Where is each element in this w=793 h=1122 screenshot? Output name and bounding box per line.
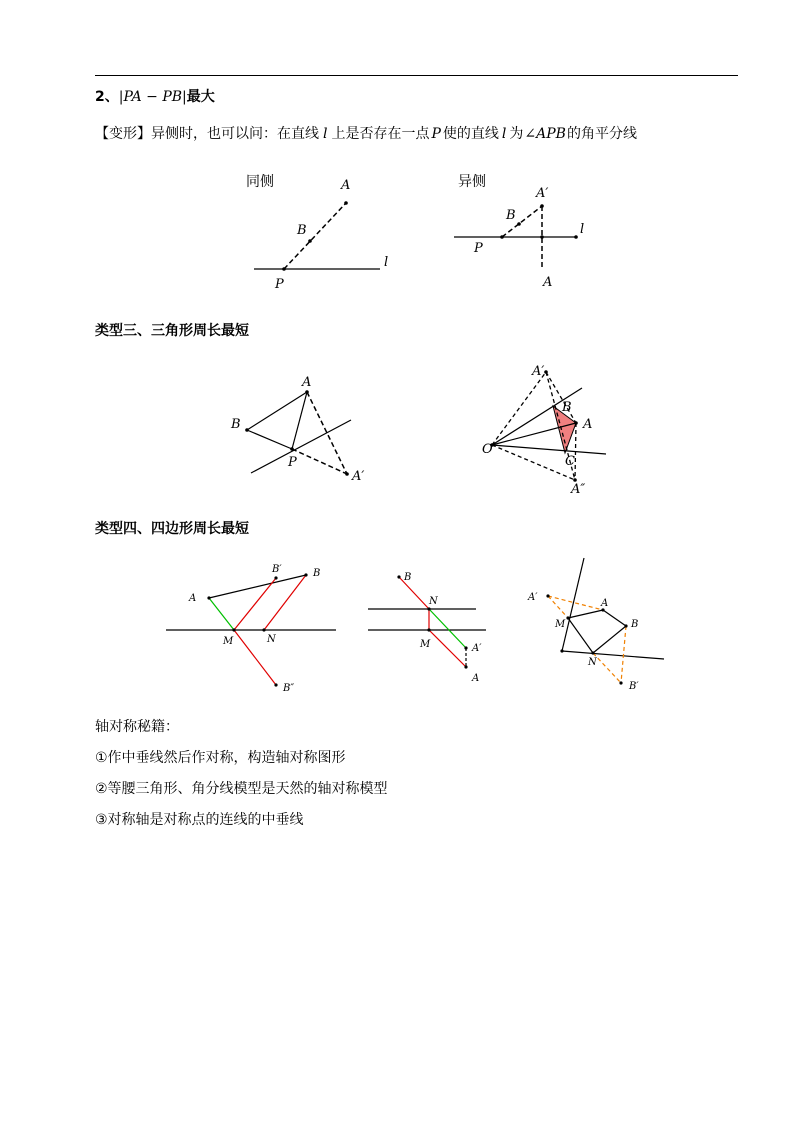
- point-n: [262, 628, 265, 631]
- point-b2: [274, 683, 277, 686]
- variant-text-5: 的角平分线: [566, 126, 637, 142]
- tips-item-2: ②等腰三角形、角分线模型是天然的轴对称模型: [95, 781, 388, 797]
- label-a-prime: A′: [352, 469, 365, 484]
- heading-2-number: 2、: [95, 89, 119, 105]
- point-b1: [274, 576, 277, 579]
- label-a: A: [583, 417, 593, 432]
- label-n: N: [588, 657, 597, 668]
- segment-am: [209, 598, 234, 630]
- variant-text-4: 为: [509, 126, 524, 142]
- label-b: B: [631, 619, 639, 630]
- tips-title: 轴对称秘籍：: [95, 719, 179, 735]
- point-a1: [345, 472, 349, 476]
- label-a-prime: A′: [528, 592, 538, 603]
- label-c: C: [565, 454, 575, 469]
- point-p: [290, 447, 294, 451]
- segment-a1m: [548, 596, 568, 618]
- label-p: P: [288, 455, 297, 470]
- point-a1: [540, 204, 544, 208]
- caption-opposite-side: 异侧: [458, 174, 486, 190]
- label-b: B: [506, 208, 516, 223]
- point-a1: [544, 370, 548, 374]
- label-l: l: [384, 255, 389, 270]
- segment-nb1: [593, 653, 621, 683]
- heading-2-expression: |PA − PB|: [118, 89, 187, 105]
- variant-text-3: 使的直线: [442, 126, 499, 142]
- point-a: [344, 201, 348, 205]
- variant-line-l: l: [323, 126, 328, 142]
- figure-opposite-side: [450, 168, 600, 293]
- point-b: [624, 624, 627, 627]
- label-m: M: [555, 619, 566, 630]
- point-p: [282, 267, 286, 271]
- segment-na1: [429, 609, 466, 648]
- label-b-double-prime: B″: [283, 683, 295, 694]
- label-p: P: [275, 277, 284, 292]
- variant-text-1: 异侧时，也可以问：在直线: [151, 126, 319, 142]
- type4-heading: 类型四、四边形周长最短: [95, 521, 249, 537]
- header-rule: [95, 75, 738, 76]
- figure-triangle-reflection: [225, 370, 380, 490]
- mirror-line: [251, 420, 351, 473]
- label-p: P: [474, 241, 483, 256]
- figure-quad-angle: [522, 555, 670, 695]
- heading-2: [95, 88, 215, 106]
- point-n: [427, 607, 430, 610]
- figure-angle-triangle: [478, 360, 618, 500]
- label-a: A: [543, 275, 553, 290]
- label-a: A: [601, 598, 609, 609]
- ray-lower: [562, 651, 664, 659]
- label-n: N: [429, 596, 438, 607]
- label-m: M: [223, 636, 234, 647]
- caption-same-side: 同侧: [246, 174, 274, 190]
- variant-point-p: P: [431, 126, 441, 142]
- point-a1: [464, 646, 467, 649]
- variant-angle: ∠APB: [524, 126, 566, 142]
- segment-a1a: [548, 596, 603, 610]
- point-m: [427, 628, 430, 631]
- point-b: [245, 428, 249, 432]
- line-end-point: [574, 235, 578, 239]
- variant-text-2: 上是否存在一点: [331, 126, 430, 142]
- point-p: [500, 235, 504, 239]
- point-b: [397, 575, 400, 578]
- label-a: A: [472, 673, 480, 684]
- ray-lower: [492, 445, 606, 454]
- foot-point: [540, 235, 544, 239]
- segment-pa: [284, 203, 346, 269]
- variant-bracket: 【变形】: [95, 126, 151, 142]
- segment-pa1: [292, 449, 347, 474]
- segment-ma: [568, 610, 603, 618]
- label-b: B: [313, 568, 321, 579]
- label-b: B: [231, 417, 241, 432]
- segment-bn: [593, 626, 626, 653]
- point-a: [207, 596, 210, 599]
- label-a-prime: A′: [532, 364, 545, 379]
- segment-bb1: [621, 626, 626, 683]
- segment-oa1: [492, 372, 546, 445]
- point-m: [232, 628, 235, 631]
- point-a: [574, 421, 578, 425]
- tips-item-3: ③对称轴是对称点的连线的中垂线: [95, 812, 304, 828]
- figure-quad-river: [362, 563, 492, 693]
- segment-ma: [429, 630, 466, 667]
- vertex: [560, 649, 563, 652]
- point-m: [566, 616, 569, 619]
- label-m: M: [420, 639, 431, 650]
- label-b-prime: B′: [629, 681, 639, 692]
- label-n: N: [267, 634, 276, 645]
- segment-aa2: [575, 423, 576, 480]
- variant-line-l2: l: [501, 126, 507, 142]
- label-a-double-prime: A″: [571, 482, 586, 497]
- figure-same-side: [240, 168, 400, 293]
- point-b: [304, 573, 307, 576]
- label-a: A: [302, 375, 312, 390]
- figure-quad-translate: [160, 558, 342, 698]
- label-o: O: [482, 442, 493, 457]
- point-b: [308, 239, 312, 243]
- point-b: [517, 222, 521, 226]
- label-a-prime: A′: [472, 643, 482, 654]
- point-n: [591, 651, 594, 654]
- label-b: B: [404, 572, 412, 583]
- tips-item-1: ①作中垂线然后作对称，构造轴对称图形: [95, 750, 346, 766]
- segment-mn: [568, 618, 593, 653]
- point-a: [464, 665, 467, 668]
- label-a: A: [341, 178, 351, 193]
- segment-bp: [247, 430, 292, 449]
- label-l: l: [580, 222, 585, 237]
- segment-ab: [603, 610, 626, 626]
- label-a-prime: A′: [536, 186, 549, 201]
- ray-upper: [562, 558, 584, 651]
- heading-2-tail: 最大: [186, 89, 215, 105]
- point-a1: [546, 594, 549, 597]
- point-b1: [619, 681, 622, 684]
- variant-line: [95, 125, 637, 143]
- type3-heading: 类型三、三角形周长最短: [95, 323, 249, 339]
- label-b: B: [562, 400, 572, 415]
- label-b-prime: B′: [272, 564, 282, 575]
- point-a: [305, 390, 309, 394]
- label-b: B: [297, 223, 307, 238]
- label-a: A: [189, 593, 197, 604]
